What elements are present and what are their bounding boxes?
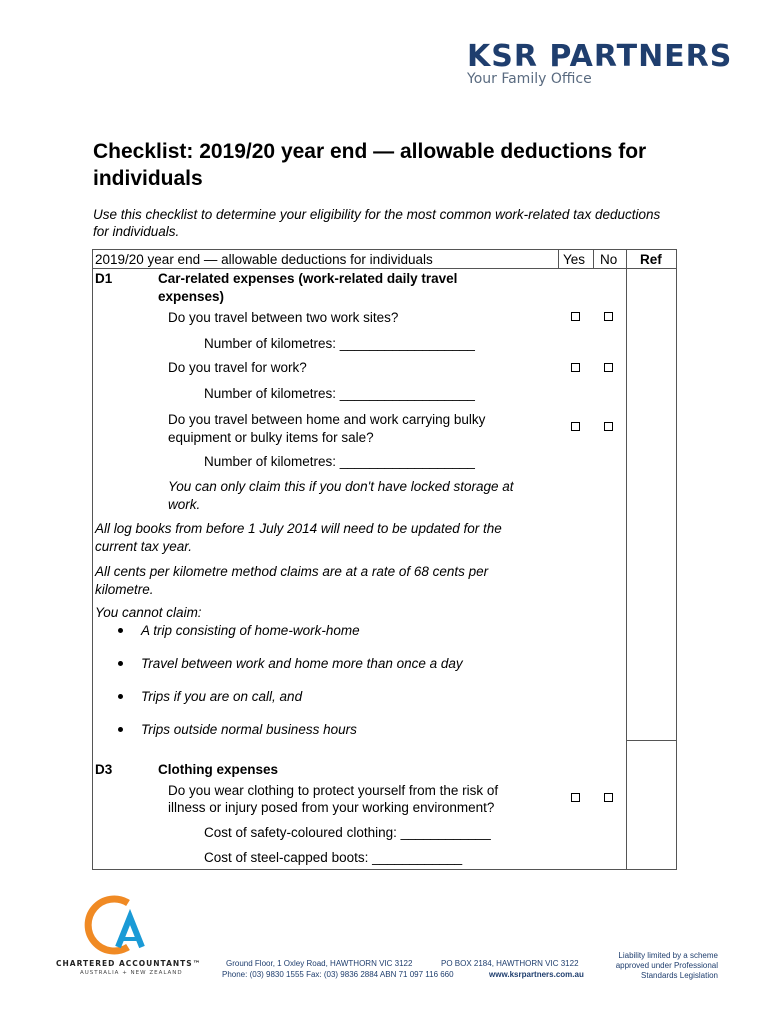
footer-pobox: PO BOX 2184, HAWTHORN VIC 3122 [441,959,579,968]
table-header-ref: Ref [640,252,662,267]
d1-question-travel-for-work: Do you travel for work? [168,360,307,375]
table-header-title: 2019/20 year end — allowable deductions for individuals [95,252,433,267]
d1-note-line2: work. [168,497,201,512]
table-header-no: No [600,252,618,267]
cannot-claim-item: Trips outside normal business hours [141,722,357,737]
chartered-accountants-logo [56,895,206,985]
bullet-icon [118,661,123,666]
d1-q3-no-checkbox[interactable] [604,422,613,431]
footer-website-link[interactable]: www.ksrpartners.com.au [489,970,584,979]
footer-contact: Phone: (03) 9830 1555 Fax: (03) 9836 2884 ABN 71 097 116 660 [222,970,454,979]
header-row-divider [92,268,677,269]
bullet-icon [118,727,123,732]
d1-q1-yes-checkbox[interactable] [571,312,580,321]
footer-liability-line2: approved under Professional [615,961,718,970]
d3-question-line1: Do you wear clothing to protect yourself from the risk of [168,783,499,798]
d1-km-field-3[interactable]: Number of kilometres: __________________ [204,454,475,469]
bullet-icon [118,628,123,633]
d3-question-line2: illness or injury posed from your working environment? [168,800,495,815]
d1-note-line1: You can only claim this if you don't have locked storage at [168,479,514,494]
d3-code: D3 [95,762,113,777]
cannot-claim-heading: You cannot claim: [95,605,202,620]
cannot-claim-item: Travel between work and home more than once a day [141,656,463,671]
ca-name: CHARTERED ACCOUNTANTS™ [56,959,202,968]
d1-km-field-2[interactable]: Number of kilometres: __________________ [204,386,475,401]
d1-km-field-1[interactable]: Number of kilometres: __________________ [204,336,475,351]
ksr-partners-logo [467,40,732,87]
col-divider-ref [626,249,627,870]
d3-q1-yes-checkbox[interactable] [571,793,580,802]
d1-q1-no-checkbox[interactable] [604,312,613,321]
col-divider-yes [558,249,559,269]
d1-question-bulky-line2: equipment or bulky items for sale? [168,430,374,445]
bullet-icon [118,694,123,699]
d1-heading-line2: expenses) [158,289,225,304]
d3-q1-no-checkbox[interactable] [604,793,613,802]
ca-region: AUSTRALIA + NEW ZEALAND [80,970,183,976]
d1-q3-yes-checkbox[interactable] [571,422,580,431]
ref-section-divider [626,740,677,741]
intro-text: Use this checklist to determine your eligibility for the most common work-related tax deductions for individuals. [93,207,661,239]
d1-heading-line1: Car-related expenses (work-related daily travel [158,271,458,286]
d1-code: D1 [95,271,113,286]
col-divider-no [593,249,594,269]
logbook-note-line1: All log books from before 1 July 2014 will need to be updated for the [95,521,502,536]
d1-q2-no-checkbox[interactable] [604,363,613,372]
page-title: Checklist: 2019/20 year end — allowable deductions for individuals [93,140,647,190]
cannot-claim-item: Trips if you are on call, and [141,689,303,704]
table-header-yes: Yes [563,252,586,267]
logo-main-text: KSR PARTNERS [467,39,733,74]
cents-note-line1: All cents per kilometre method claims are at a rate of 68 cents per [95,564,489,579]
d1-q2-yes-checkbox[interactable] [571,363,580,372]
d1-question-work-sites: Do you travel between two work sites? [168,310,399,325]
d3-heading: Clothing expenses [158,762,279,777]
footer-liability-line1: Liability limited by a scheme [618,951,718,960]
ca-emblem-icon [56,895,206,955]
logo-tagline: Your Family Office [467,71,592,87]
logbook-note-line2: current tax year. [95,539,193,554]
cents-note-line2: kilometre. [95,582,154,597]
cannot-claim-item: A trip consisting of home-work-home [141,623,360,638]
d3-cost-safety-clothing[interactable]: Cost of safety-coloured clothing: ____________ [204,825,491,840]
footer-liability-line3: Standards Legislation [641,971,718,980]
d1-question-bulky-line1: Do you travel between home and work carrying bulky [168,412,486,427]
d3-cost-steel-boots[interactable]: Cost of steel-capped boots: ____________ [204,850,463,865]
footer-address: Ground Floor, 1 Oxley Road, HAWTHORN VIC 3122 [226,959,413,968]
